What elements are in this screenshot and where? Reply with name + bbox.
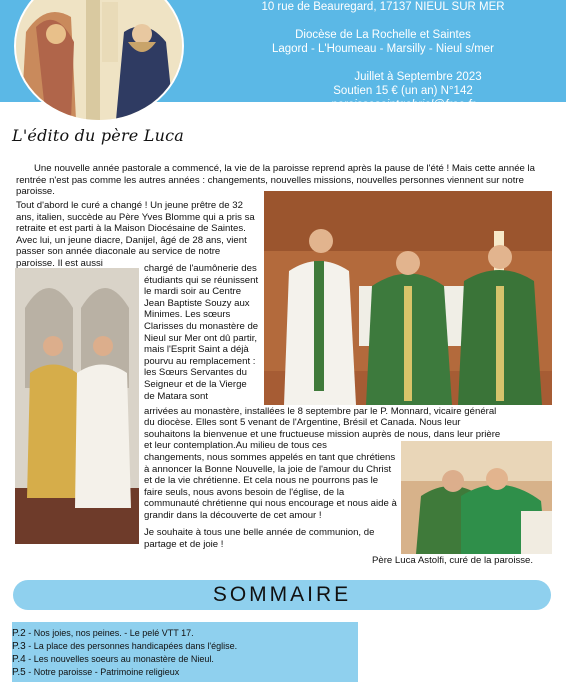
photo-caption: Père Luca Astolfi, curé de la paroisse. [372, 555, 534, 566]
toc-item[interactable]: P.5 - Notre paroisse - Patrimoine religieux [12, 667, 180, 678]
edito-paragraph-2: chargé de l'aumônerie des étudiants qui se réunissent le mardi soir au Centre Jean Baptiste Souzy aux Minimes. Les sœurs Clarisses du monastère de Nieul sur Mer ont dû partir, mais l'Esprit Saint a déjà pourvu au remplacement : les Sœurs Servantes du Seigneur et de la Vierge de Matara sont [144, 263, 259, 402]
priest-deacon-photo [15, 268, 139, 544]
parish-list: Lagord - L'Houmeau - Marsilly - Nieul s/mer [271, 43, 495, 55]
diocese-name: Diocèse de La Rochelle et Saintes [295, 29, 471, 41]
toc-item[interactable]: P.4 - Les nouvelles soeurs au monastère de Nieul. [12, 654, 214, 665]
edito-line-2: du diocèse. Elles sont 5 venant de l'Argentine, Brésil et Canada. Nous leur [144, 417, 461, 428]
parish-email[interactable]: paroissesaintgabriel@free.fr [331, 99, 475, 111]
annunciation-painting [14, 0, 184, 122]
edito-line-4: et leur contemplation.Au milieu de tous ces [144, 440, 327, 451]
edito-line-3: souhaitons la bienvenue et une fructueuse mission auprès de nous, dans leur prière [144, 429, 501, 440]
edito-title: L'édito du père Luca [12, 126, 184, 145]
toc-item[interactable]: P.3 - La place des personnes handicapées dans l'église. [12, 641, 238, 652]
edito-line-1: arrivées au monastère, installées le 8 septembre par le P. Monnard, vicaire général [144, 406, 497, 417]
edito-paragraph-3: changements, nous sommes appelés en tant que chrétiens à annoncer la Bonne Nouvelle, la joie de l'amour du Christ et de la vie chrétienne. Et cela nous ne pourrons pas le faire seuls, nous avons besoin de l'église, de la communauté chrétienne qui nous encourage et nous aide à grandir dans la découverte de cet amour ! [144, 452, 397, 521]
header-band [0, 0, 566, 111]
edito-intro: Une nouvelle année pastorale a commencé, la vie de la paroisse reprend après la pause de l'été ! Mais cette année la rentrée n'est pas comme les autres années : changements, nouvelles missions, nouvelles personnes viennent sur notre paroisse. [16, 163, 536, 198]
embrace-photo [401, 441, 552, 554]
header-info [200, 0, 566, 112]
subscription-info: Soutien 15 € (un an) N°142 [333, 85, 473, 97]
toc-item[interactable]: P.2 - Nos joies, nos peines. - Le pelé VTT 17. [12, 628, 194, 639]
edito-closing: Je souhaite à tous une belle année de communion, de partage et de joie ! [144, 527, 375, 550]
issue-period: Juillet à Septembre 2023 [354, 71, 482, 83]
sommaire-list [12, 622, 358, 682]
parish-address: 10 rue de Beauregard, 17137 NIEUL SUR MER [261, 1, 505, 13]
clergy-photo [264, 191, 552, 405]
sommaire-title: SOMMAIRE [13, 580, 551, 610]
edito-paragraph-1: Tout d'abord le curé a changé ! Un jeune prêtre de 32 ans, italien, succède au Père Yves Blomme qui a pris sa retraite et est parti à la Maison Diocésaine de Saintes. Avec lui, un jeune diacre, Danijel, âgé de 28 ans, vient passer son année diaconale au service de notre paroisse. Il est aussi [16, 200, 255, 269]
